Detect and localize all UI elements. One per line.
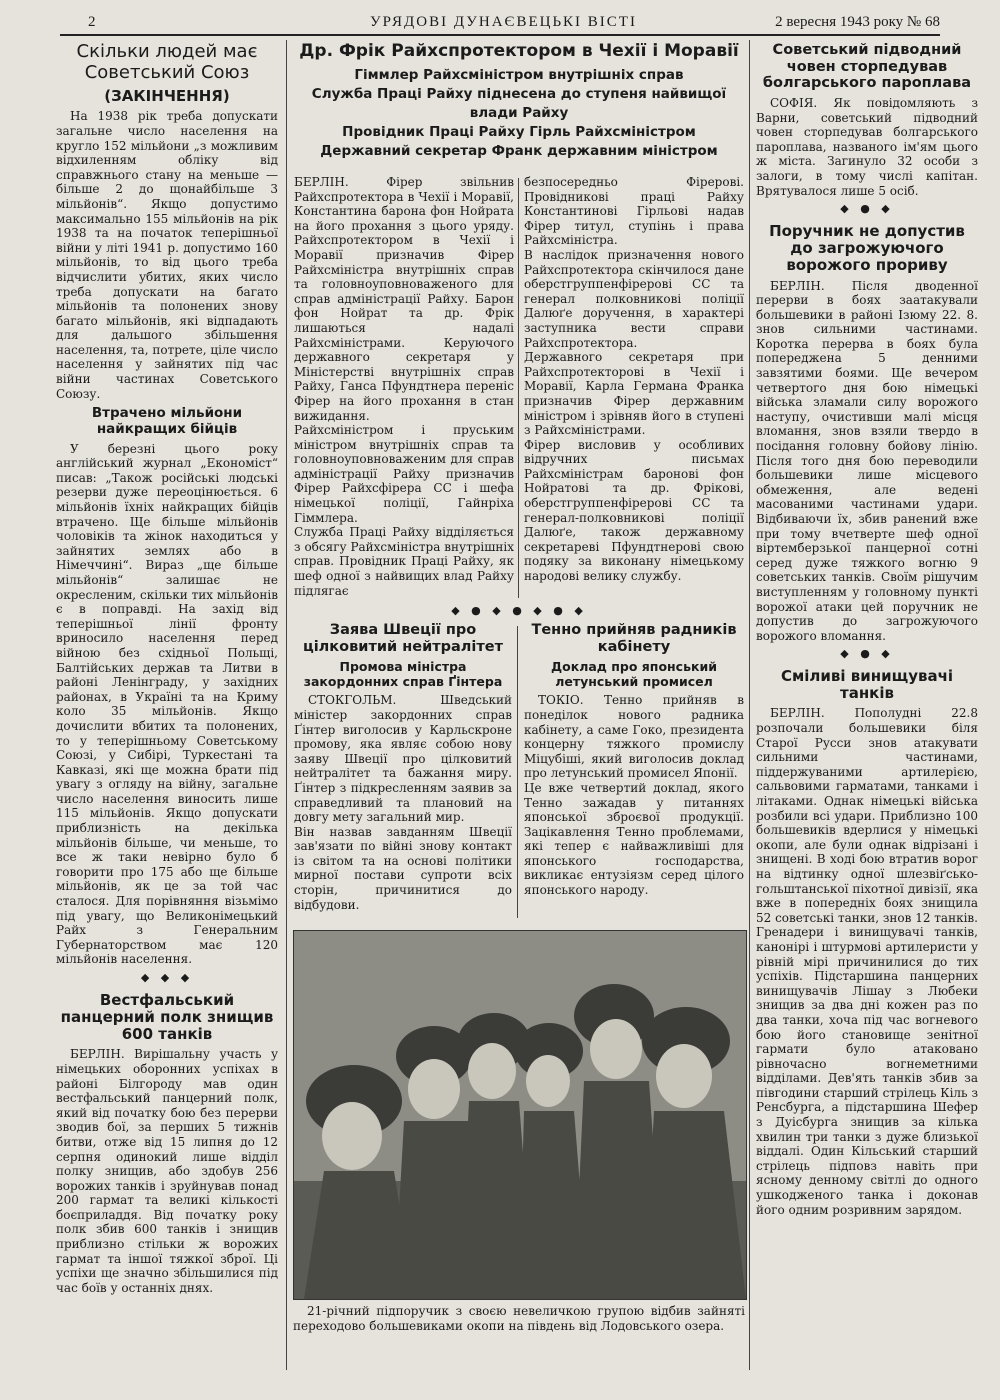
body-lieutenant: БЕРЛІН. Після дводенної перерви в боях зaатакували большевики в районі Ізюму 22. 8. знов сильними частинами. Коротка перерва в боях була попереджена 5 денними завзятими боями. Ще вечером четвертого дня бою німецькі війська зламали силу ворожого наступу, очистивши малі місця вломання, знов взяли твердо в посідання головну бойову лінію. Після того дня бою переводили большевики лише місцевого обмеження, але ведені масованими частинами удари. Відбиваючи їх, збив ранений вже при тому вчетверте шеф одної віртемберзької панцерної сотні серед дуже тяжкого вогню 9 советських танків. Своїм рішучим виступленням у головному пункті ворожої атаки цей поручник не допустив до загрожуючого ворожого вломання. (756, 278, 978, 643)
headline-lieutenant: Поручник не допустив до загрожуючого ворожого прориву (769, 221, 965, 275)
article-title-westphalian-regiment: Вестфальський панцерний полк знищив 600 танків (60, 990, 274, 1044)
article-body-westphalian-regiment: БЕРЛІН. Вирішальну участь у німецьких оборонних успіхах в районі Білгороду мав один вестфальський панцерний полк, який від початку бою без перерви зводив бої, за перших 5 тижнів битви, отже від 15 липня до 12 серпня одинокий лише відділ полку знищив, або здобув 256 ворожих танків і зруйнував понад 200 гармат та великі кількості боєприладдя. Від початку року полк збив 600 танків і знищив приблизно стільки ж ворожих гармат та іншої тяжкої зброї. Ці успіхи ще значно збільшилися під час боїв у останніх днях. (56, 1047, 278, 1295)
article-body-population: На 1938 рік треба допускати загальне число населення на круглo 152 мільйони „з можливим відхиленням обліку від справжнього стану на меньше — більше 2 до щонайбільше 3 мільйонів“. Якщо допустимо максимально 155 мільйонів на рік 1938 та на початок теперішньої війни у літі 1941 р. допустимо 160 мільйонів, то від цього треба відчислити убитих, яких число треба допускати на багато мільйонів та полонених знову багато мільйонів, які відпадають для дальшого збільшення населення, та, потрете, ціле число населення у зайнятих під час війни частинах Советського Союзу. (56, 109, 278, 401)
soldiers-photo (293, 930, 747, 1300)
deck-2: Служба Праці Райху піднесена до ступеня найвищої влади Райху (311, 85, 727, 121)
photo-illustration (294, 931, 746, 1299)
deck-4: Державний секретар Франк державним міністром (320, 142, 718, 159)
issue-date: 2 вересня 1943 року № 68 (775, 14, 940, 30)
right-column (756, 42, 978, 1362)
center-ornament: ◆ ● ◆ ● ◆ ● ◆ (451, 604, 587, 617)
right-ornament-1: ◆ ● ◆ (840, 202, 894, 216)
center-rule-upper (518, 178, 519, 598)
deck-1: Гіммлер Райхсміністром внутрішніх справ (354, 66, 684, 83)
headline-tank-hunters: Сміливі винищувачі танків (780, 666, 954, 703)
column-rule-right (749, 40, 750, 1370)
body-submarine: СОФІЯ. Як повідомляють з Варни, советський підводний човен сторпедував болгарського пароплава, названого ім'ям цього ж міста. Загинуло 32 особи з залоги, в тому числі капітан. Врятувалося лише 5 осіб. (756, 96, 978, 198)
ornament-divider: ◆ ◆ ◆ (140, 971, 194, 984)
left-column (56, 42, 278, 1362)
right-ornament-2: ◆ ● ◆ (840, 647, 894, 661)
article-sweden (294, 622, 512, 922)
deck-3: Провідник Праці Райху Гірль Райхсміністром (342, 123, 696, 140)
body-tank-hunters: БЕРЛІН. Пополудні 22.8 розпочали большевики біля Старої Русси знов атакувати сильними частинами, піддержуваними артилерією, сальвовими гарматами, танками і літаками. Однак німецькі війська розбили всі удари. Приблизно 100 большевиків вдерлися у німецькі окопи, але були однак відрізані і знищені. В ході бою втратив ворог на відтинку одної шлезвіґсько-гольштанської піхотної дивізії, яка вже в попередніх боях знищила 52 советські танки, знов 12 танків. Гренадери і винищувачі танків, канонірі і штурмові артилеристи у рівній мірі причинилися до тих успіхів. Підстаршина панцерних винищувачів Лішау з Любеки знищив за два дні кожен раз по два танки, хоча під час вогневого бою його становище зенітної гармати було атаковано рівночасно вогнеметними відділами. Дев'ять танків збив за півгодини старший стрілець Кіль з Ренсбурга, а підстаршина Шефер з Дуісбурга знищив за кілька хвилин три танки з дуже близької віддалі. Один Кільський старший стрілець підповз навіть при ясному денному світлі до одного ушкодженого танка і доконав його одним розривним зарядом. (756, 706, 978, 1217)
headline-submarine: Советський підводний човен сторпедував болгарського пароплава (762, 42, 972, 92)
paper-title: УРЯДОВІ ДУНАЄВЕЦЬКІ ВІСТІ (370, 14, 637, 30)
headline-frick: Др. Фрік Райхспротектором в Чехії і Моравії (299, 42, 739, 61)
article-title-population: Скільки людей має Советський Союз (76, 42, 258, 83)
body-sweden: СТОКГОЛЬМ. Шведський міністер закордонних справ Ґінтер виголосив у Карльскроне промову, яка являє собою нову заяву Швеції про цілковитий нейтралітет та бажання миру. Ґінтер з підкресленням заявив за справедливий та плановий на довгу мету загальний мир. Він назвав завданням Швеції зав'язати по війні знову контакт із світом та на основі політики мирної постави супроти всіх сторін, причинитися до відбудови. (294, 693, 512, 912)
subhead-sweden: Промова міністра закордонних справ Ґінтера (303, 659, 503, 690)
body-japan: ТОКІО. Тенно прийняв в понеділок нового радника кабінету, а саме Гоко, президента концерну тяжкого промислу Міцубіші, який виголосив доклад про летунський промисел Японії. Це вже четвертий доклад, якого Тенно зажадав у питаннях японської зброєвої продукції. Зацікавлення Тенно проблемами, які тепер є найважливіші для японського господарства, викликає ентузіязм серед цілого японського народу. (524, 693, 744, 898)
headline-sweden: Заява Швеції про цілковитий нейтралітет (302, 622, 504, 655)
photo-caption: 21-річний підпоручик з своєю невеличкою групою відбив зайняті переходово большевиками окопи на південь від Лодовського озера. (293, 1304, 745, 1333)
headline-japan: Тенно прийняв радників кабінету (531, 622, 737, 655)
article-japan (524, 622, 744, 922)
subhead-japan: Доклад про японський летунський промисел (551, 659, 717, 690)
center-text-left: БЕРЛІН. Фірер звільнив Райхспротектора в Чехії і Моравії, Константина барона фон Нойрата на його прохання з цього уряду. Райхспротектором в Чехії і Моравії призначив Фірер Райхсміністра внутрішніх справ та головноуповноваженого для справ адміністрації Райху. Барон фон Нойрат та др. Фрік лишаються надалі Райхсміністрами. Керуючого державного секретаря у Міністерстві внутрішніх справ Райху, Ганса Пфундтнера переніс Фірер на його прохання в стан вижидання. Райхсміністром і пруським міністром внутрішніх справ та головноуповноваженим для справ адміністрації Райху призначив Фірер Райхсфірера СС і шефа німецької поліції, Гайнріха Гіммлера. Служба Праці Райху відділяється з обсягу Райхсміністра внутрішніх справ. Провідник Праці Райху, як шеф одної з найвищих влад Райху підлягає (294, 175, 514, 598)
article-subtitle-continuation: (ЗАКІНЧЕННЯ) (104, 87, 230, 106)
masthead (60, 10, 940, 36)
center-rule-lower (517, 626, 518, 918)
article-title-lost-millions: Втрачено мільйони найкращих бійців (91, 405, 243, 438)
center-text-right: безпосередньо Фірерові. Провідникові праці Райху Константинові Гірльові надав Фірер титул, ступінь і права Райхсміністра. В наслідок призначення нового Райхспротектора скінчилося дане оберстгруппенфірерові СС та генерал полковникові поліції Далюґе доручення, в характері заступника вести справи Райхспротектора. Державного секретаря при Райхспротекторові в Чехії і Моравії, Карла Германа Франка призначив Фірер державним міністром і зрівняв його в ступені з Райхсміністрами. Фірер висловив у особливих відручних письмах Райхсміністрам баронові фон Нойратові та др. Фрікові, оберстгруппенфірерові СС та генерал-полковникові поліції Далюґе, також державному секретареві Пфундтнерові свою подяку за виконану німецькому народові велику службу. (524, 175, 744, 584)
article-body-lost-millions: У березні цього року англійський журнал „Економіст“ писав: „Також російські людські резерви дуже переоцінюється. 6 мільйонів їхніх найкращих бійців втрачено. Ще більше мільйонів чоловіків та жінок находиться у зайнятих землях або в Німеччині“. Вираз „ще більше мільйонів“ залишає не окресленим, скільки тих мільйонів є в поправді. На захід від теперішньої лінії фронту вриносило населення перед війною без східньої Польщі, Балтійських держав та Литви в районі Ленінграду, у західних районах, в Україні та на Криму коло 35 мільйонів. Якщо дочислити вбитих та полонених, то у теперішньому Советському Союзі, у Сибірі, Туркестані та Кавказі, які ще можна брати під увагу з огляду на війну, загальне число населення виносить лише 115 мільйонів. Якщо допускати приблизність на декілька мільйонів більше, чи меньше, то все ж таки невірно було б говорити про 175 або ще більше мільйонів, як це за той час сталося. Для порівняння візьмімо під увагу, що Великонімецький Райх з Генеральним Губернаторством має 120 мільйонів населення. (56, 441, 278, 967)
column-rule-left (286, 40, 287, 1370)
center-headline-block (294, 42, 744, 172)
page-number: 2 (88, 14, 96, 30)
